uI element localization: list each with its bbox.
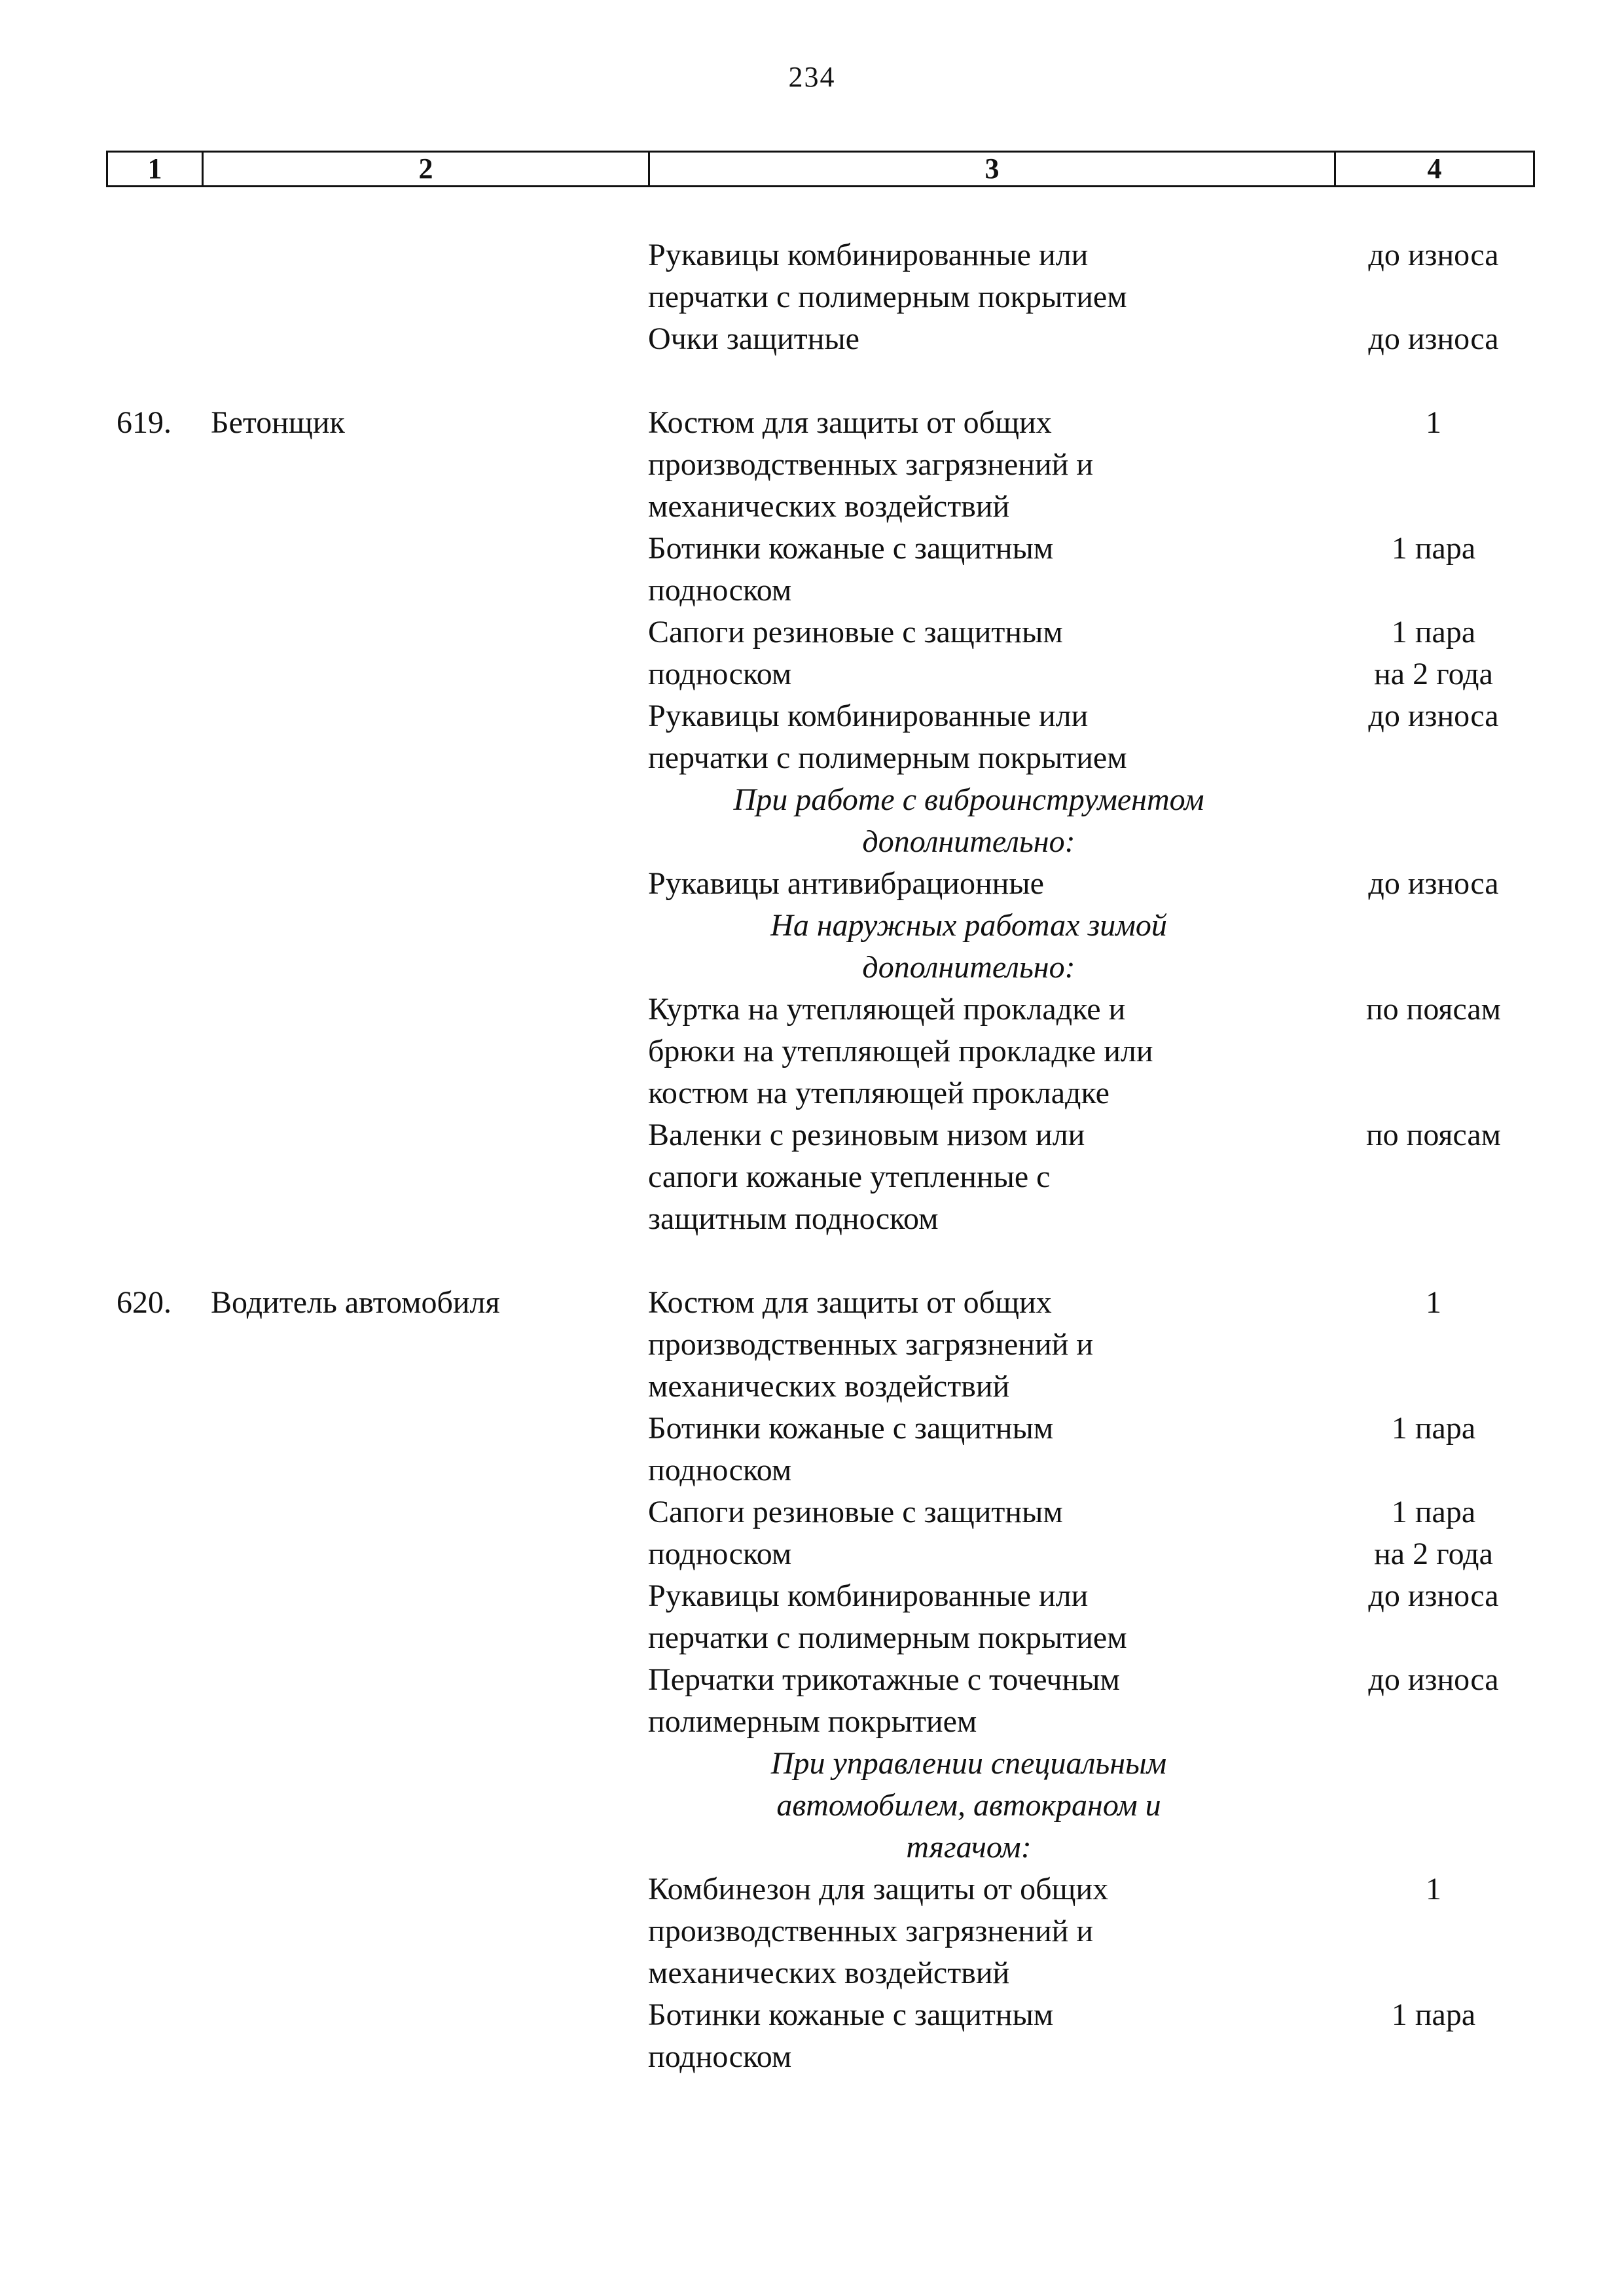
ppe-item-quantity: 1 пара [1391, 1997, 1476, 2032]
entry [0, 1282, 1624, 2078]
column-header-2: 2 [203, 152, 649, 187]
ppe-item [0, 989, 1624, 1114]
ppe-item-quantity: до износа [1368, 321, 1499, 356]
ppe-item-quantity: до износа [1368, 1662, 1499, 1697]
condition-note: На наружных работах зимой дополнительно: [770, 908, 1167, 985]
ppe-item-quantity: 1 пара [1391, 531, 1476, 566]
ppe-item-quantity: до износа [1368, 1578, 1499, 1613]
column-header-3: 3 [649, 152, 1335, 187]
page-number: 234 [788, 61, 836, 93]
ppe-item-quantity: 1 [1426, 1285, 1441, 1320]
ppe-item [0, 1994, 1624, 2078]
entry-job-title: Бетонщик [211, 405, 345, 440]
ppe-item-quantity: 1 [1426, 1872, 1441, 1906]
ppe-item [0, 611, 1624, 695]
ppe-item-name: Очки защитные [648, 321, 859, 356]
ppe-item-name: Рукавицы антивибрационные [648, 866, 1044, 901]
ppe-item [0, 1575, 1624, 1659]
ppe-item [0, 1868, 1624, 1994]
ppe-list [0, 234, 1624, 2078]
condition-note: При работе с виброинструментом дополнительно: [733, 782, 1204, 859]
ppe-item-name: Сапоги резиновые с защитным подноском [648, 615, 1063, 691]
ppe-item-name: Костюм для защиты от общих производственных загрязнений и механических воздействий [648, 405, 1094, 524]
ppe-item-quantity: 1 пара на 2 года [1374, 615, 1493, 691]
ppe-item-name: Комбинезон для защиты от общих производственных загрязнений и механических воздействий [648, 1872, 1109, 1990]
condition-note: При управлении специальным автомобилем, автокраном и тягачом: [770, 1746, 1167, 1865]
ppe-item-name: Рукавицы комбинированные или перчатки с полимерным покрытием [648, 1578, 1127, 1655]
ppe-item-name: Ботинки кожаные с защитным подноском [648, 1997, 1054, 2074]
ppe-item-quantity: 1 пара на 2 года [1374, 1495, 1493, 1571]
ppe-item [0, 1659, 1624, 1743]
entry [0, 234, 1624, 360]
ppe-item-quantity: до износа [1368, 699, 1499, 733]
entry [0, 402, 1624, 1240]
ppe-item [0, 1282, 1624, 1408]
ppe-item [0, 234, 1624, 318]
ppe-item [0, 528, 1624, 611]
entry-number: 619. [117, 405, 171, 440]
ppe-item-quantity: до износа [1368, 866, 1499, 901]
ppe-item-name: Перчатки трикотажные с точечным полимерным покрытием [648, 1662, 1120, 1739]
ppe-item-name: Ботинки кожаные с защитным подноском [648, 531, 1054, 608]
ppe-item-name: Ботинки кожаные с защитным подноском [648, 1411, 1054, 1487]
ppe-item [0, 1408, 1624, 1491]
ppe-item-quantity: 1 пара [1391, 1411, 1476, 1446]
ppe-item [0, 318, 1624, 360]
entry-number: 620. [117, 1285, 171, 1320]
ppe-item-quantity: 1 [1426, 405, 1441, 440]
ppe-item-name: Сапоги резиновые с защитным подноском [648, 1495, 1063, 1571]
column-header-4: 4 [1335, 152, 1534, 187]
ppe-item [0, 1491, 1624, 1575]
ppe-item-name: Рукавицы комбинированные или перчатки с полимерным покрытием [648, 238, 1127, 314]
ppe-item [0, 1114, 1624, 1240]
ppe-item-quantity: до износа [1368, 238, 1499, 272]
ppe-item-name: Валенки с резиновым низом или сапоги кожаные утепленные с защитным подноском [648, 1118, 1085, 1236]
ppe-item-name: Куртка на утепляющей прокладке и брюки на утепляющей прокладке или костюм на утепляющей прокладке [648, 992, 1153, 1110]
entry-job-title: Водитель автомобиля [211, 1285, 500, 1320]
column-header-1: 1 [107, 152, 203, 187]
ppe-item [0, 863, 1624, 905]
ppe-item-quantity: по поясам [1365, 1118, 1502, 1152]
ppe-item-quantity: по поясам [1365, 992, 1502, 1027]
ppe-item-name: Костюм для защиты от общих производственных загрязнений и механических воздействий [648, 1285, 1094, 1404]
column-header-row [107, 152, 1534, 187]
ppe-item [0, 695, 1624, 779]
ppe-item [0, 402, 1624, 528]
ppe-item-name: Рукавицы комбинированные или перчатки с полимерным покрытием [648, 699, 1127, 775]
column-header-table [106, 151, 1535, 187]
